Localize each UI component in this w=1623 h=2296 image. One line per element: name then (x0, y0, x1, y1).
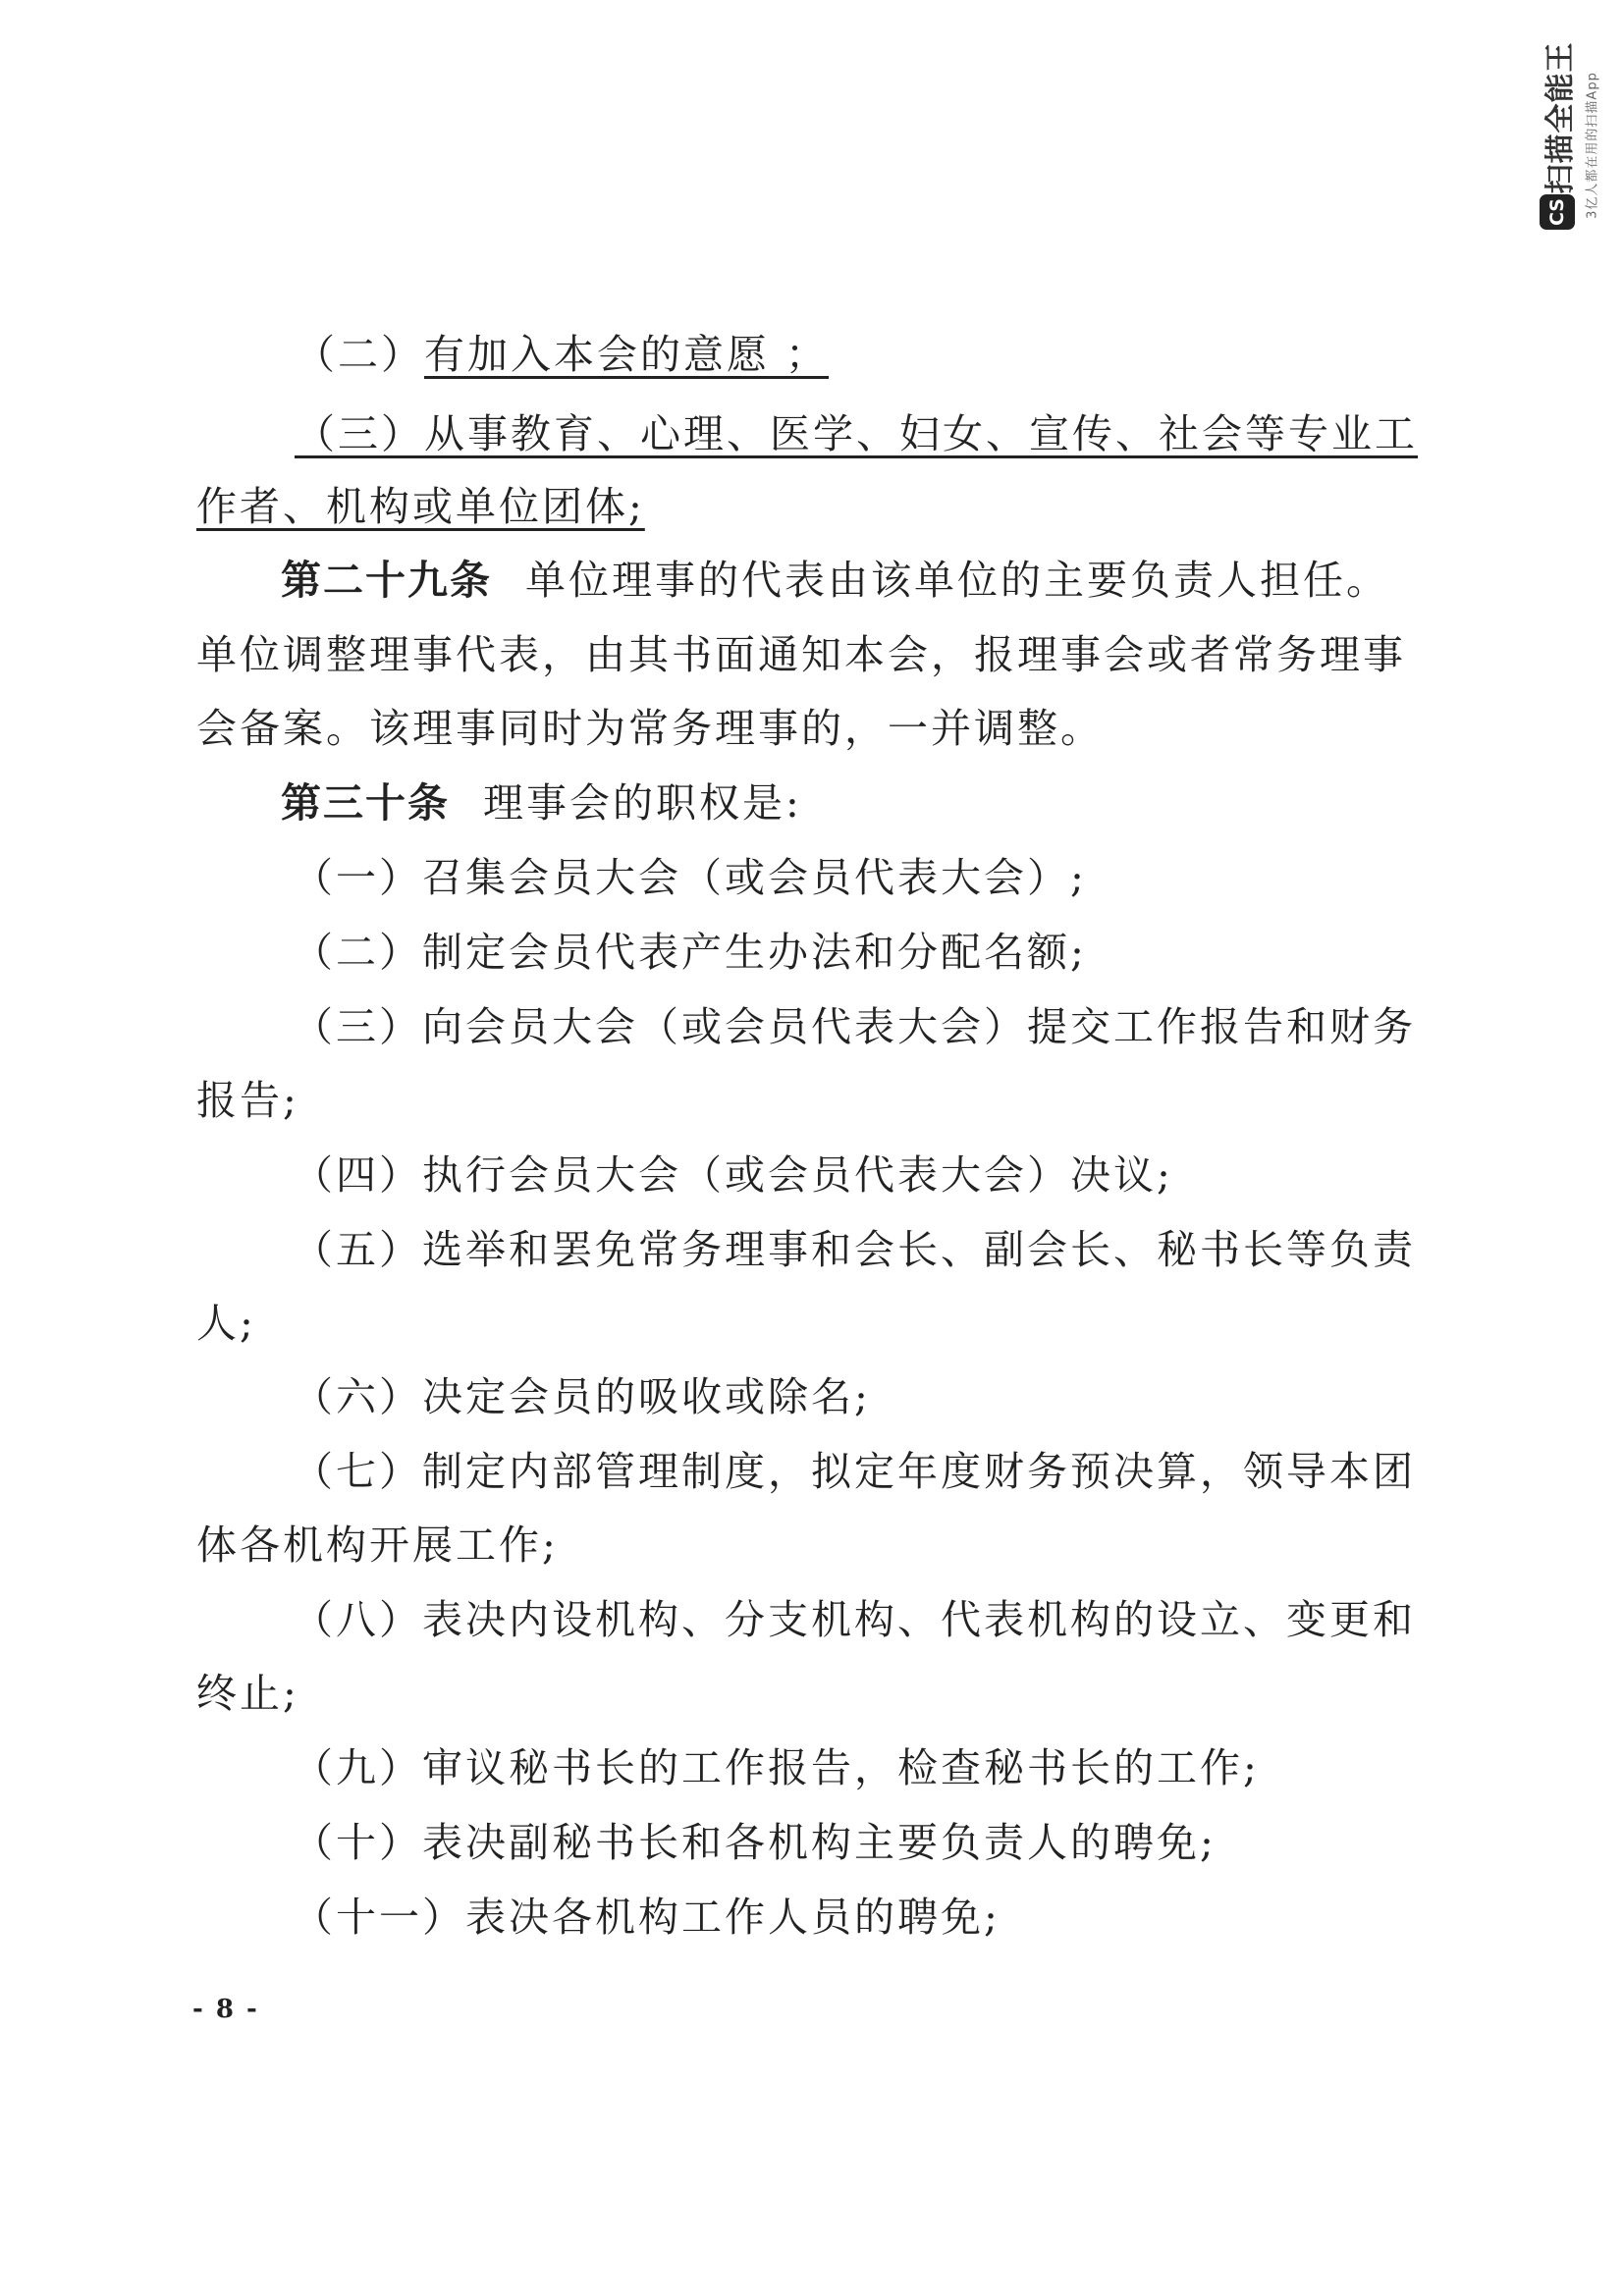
article-30-heading: 第三十条 (281, 779, 450, 827)
item-10: （十）表决副秘书长和各机构主要负责人的聘免; (293, 1819, 1217, 1866)
camscanner-logo-icon: CS (1540, 194, 1575, 230)
clause-2-text: （二）有加入本会的意愿 ； (295, 331, 830, 378)
article-29-heading-line (281, 556, 1389, 605)
item-7-line-2: 体各机构开展工作; (196, 1522, 559, 1569)
clause-3-line-1: （三）从事教育、心理、医学、妇女、宣传、社会等专业工 (295, 410, 1418, 457)
page-number: - 8 - (192, 1995, 259, 2024)
article-30-heading-line (281, 778, 802, 828)
camscanner-watermark (1534, 29, 1602, 236)
item-8-line-1: （八）表决内设机构、分支机构、代表机构的设立、变更和 (293, 1596, 1416, 1643)
article-29-text: 单位理事的代表由该单位的主要负责人担任。 (525, 557, 1389, 604)
item-5-line-2: 人; (196, 1300, 256, 1347)
item-8-line-2: 终止; (196, 1670, 299, 1717)
article-29-line-3: 会备案。该理事同时为常务理事的，一并调整。 (196, 705, 1104, 752)
item-7-line-1: （七）制定内部管理制度，拟定年度财务预决算，领导本团 (293, 1448, 1416, 1495)
item-4: （四）执行会员大会（或会员代表大会）决议; (293, 1151, 1173, 1199)
watermark-title: 扫描全能王 (1543, 41, 1578, 194)
item-11: （十一）表决各机构工作人员的聘免; (293, 1894, 1001, 1941)
article-30-text: 理事会的职权是: (483, 779, 802, 827)
clause-3-line-2: 作者、机构或单位团体; (196, 483, 645, 530)
article-29-heading: 第二十九条 (281, 557, 492, 604)
item-1: （一）召集会员大会（或会员代表大会）; (293, 854, 1087, 901)
item-6: （六）决定会员的吸收或除名; (293, 1373, 871, 1420)
item-9: （九）审议秘书长的工作报告，检查秘书长的工作; (293, 1744, 1260, 1791)
watermark-subtitle: 3亿人都在用的扫描App (1585, 72, 1600, 219)
item-3-line-2: 报告; (196, 1077, 299, 1124)
clause-2-line (295, 330, 829, 379)
item-2: （二）制定会员代表产生办法和分配名额; (293, 929, 1087, 976)
item-3-line-1: （三）向会员大会（或会员代表大会）提交工作报告和财务 (293, 1003, 1416, 1050)
article-29-line-2: 单位调整理事代表，由其书面通知本会，报理事会或者常务理事 (196, 631, 1406, 678)
item-5-line-1: （五）选举和罢免常务理事和会长、副会长、秘书长等负责 (293, 1226, 1416, 1273)
